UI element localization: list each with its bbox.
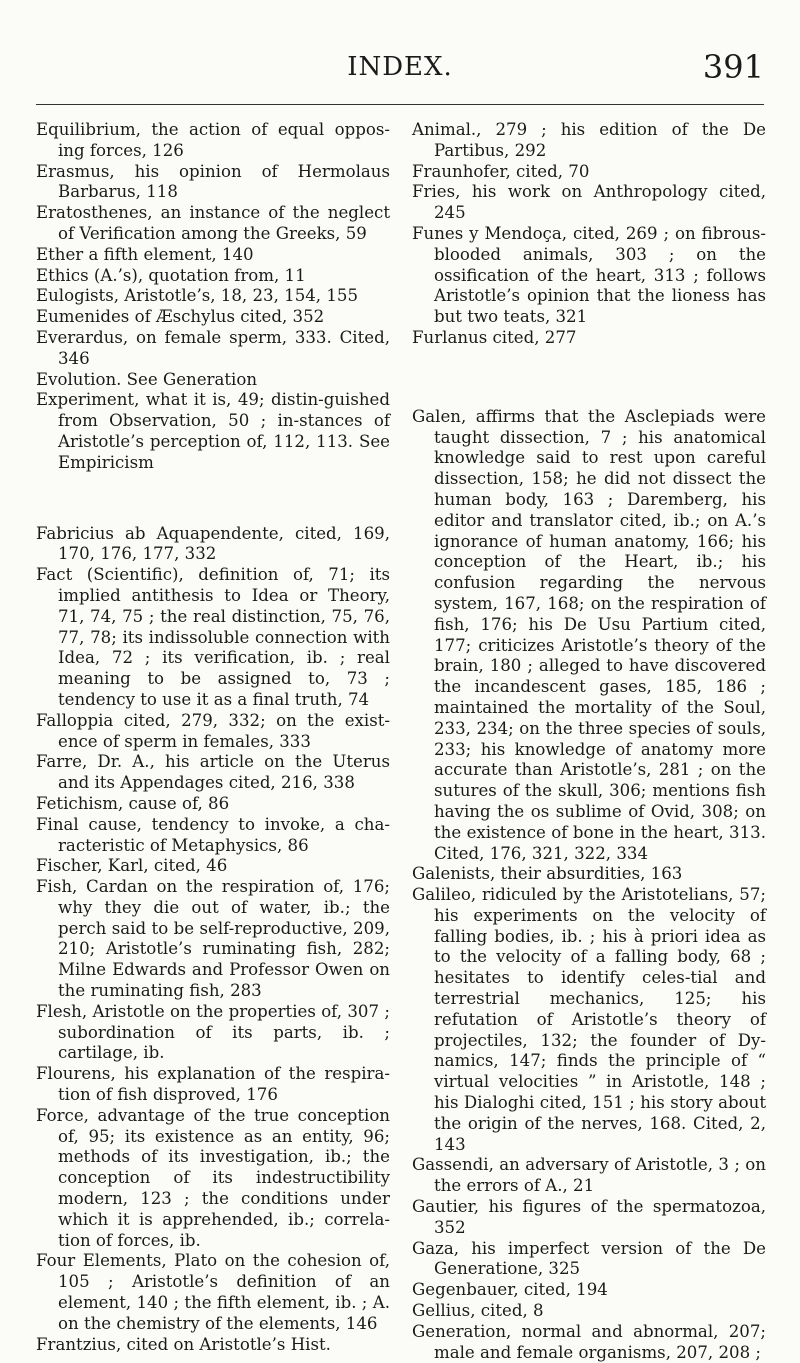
section-gap (412, 349, 766, 407)
index-entry: Force, advantage of the true conception of, 95; its existence as an entity, 96; methods of its investigation, ib.; the conception of its indestructibility modern, 123 ; the conditions under which it is apprehended, ib.; correla-tion of forces, ib. (36, 1105, 390, 1250)
index-entry: Flourens, his explanation of the respira-tion of fish disproved, 176 (36, 1064, 390, 1105)
index-entry: Equilibrium, the action of equal oppos-ing forces, 126 (36, 120, 390, 160)
index-entry: Final cause, tendency to invoke, a cha-racteristic of Metaphysics, 86 (36, 814, 390, 855)
index-entry: Fact (Scientific), definition of, 71; its implied antithesis to Idea or Theory, 71, 74, 75 ; the real distinction, 75, 76, 77, 78; its indissoluble connection with Idea, 72 ; its verification, ib. ; real meaning to be assigned to, 73 ; tendency to use it as a final truth, 74 (36, 565, 390, 709)
index-entry: Galenists, their absurdities, 163 (412, 864, 683, 884)
index-entry: Fries, his work on Anthropology cited, 245 (412, 182, 766, 223)
index-entry: Eumenides of Æschylus cited, 352 (36, 307, 325, 327)
index-entry: Gautier, his figures of the spermatozoa, 352 (412, 1197, 766, 1237)
index-entry: Fabricius ab Aquapendente, cited, 169, 170, 176, 177, 332 (36, 523, 390, 564)
section-gap (36, 474, 390, 524)
index-entry: Fetichism, cause of, 86 (36, 793, 230, 813)
index-entry: Erasmus, his opinion of Hermolaus Barbarus, 118 (36, 161, 390, 202)
index-entry: Evolution. See Generation (36, 369, 258, 389)
index-entry: Generation, normal and abnormal, 207; male and female organisms, 207, 208 ; (412, 1321, 766, 1362)
index-entry: Four Elements, Plato on the cohesion of, 105 ; Aristotle’s definition of an element, 140 ; the fifth element, ib. ; A. on the chemistry of the elements, 146 (36, 1251, 390, 1333)
index-entry: Ether a fifth element, 140 (36, 244, 254, 264)
page-header (36, 46, 764, 105)
index-entry: Everardus, on female sperm, 333. Cited, 346 (36, 327, 390, 368)
index-entry: Experiment, what it is, 49; distin-guished from Observation, 50 ; in-stances of Aristotle’s perception of, 112, 113. See Empiricism (36, 390, 390, 472)
index-entry: Gellius, cited, 8 (412, 1301, 544, 1321)
index-entry: Flesh, Aristotle on the properties of, 307 ; subordination of its parts, ib. ; cartilage, ib. (36, 1001, 390, 1063)
index-entry: Fischer, Karl, cited, 46 (36, 856, 228, 876)
page-number: 391 (702, 48, 764, 86)
index-entry: Furlanus cited, 277 (412, 327, 577, 347)
index-entry: Fish, Cardan on the respiration of, 176; why they die out of water, ib.; the perch said to be self-reproductive, 209, 210; Aristotle’s ruminating fish, 282; Milne Edwards and Professor Owen on the ruminating fish, 283 (36, 877, 390, 1001)
index-entry: Gegenbauer, cited, 194 (412, 1280, 608, 1300)
index-entry: Galen, affirms that the Asclepiads were taught dissection, 7 ; his anatomical knowledge said to rest upon careful dissection, 158; he did not dissect the human body, 163 ; Daremberg, his editor and translator cited, ib.; on A.’s ignorance of human anatomy, 166; his conception of the Heart, ib.; his confusion regarding the nervous system, 167, 168; on the respiration of fish, 176; his De Usu Partium cited, 177; criticizes Aristotle’s theory of the brain, 180 ; alleged to have discovered the incandescent gases, 185, 186 ; maintained the mortality of the Soul, 233, 234; on the three species of souls, 233; his knowledge of anatomy more accurate than Aristotle’s, 281 ; on the sutures of the skull, 306; mentions fish having the os sublime of Ovid, 308; on the existence of bone in the heart, 313. Cited, 176, 321, 322, 334 (412, 406, 766, 863)
index-entry: Farre, Dr. A., his article on the Uterus and its Appendages cited, 216, 338 (36, 752, 390, 793)
index-columns (36, 120, 766, 1362)
index-entry: Gaza, his imperfect version of the De Generatione, 325 (412, 1238, 766, 1279)
running-title: INDEX. (347, 52, 453, 82)
index-entry: Galileo, ridiculed by the Aristotelians, 57; his experiments on the velocity of falling bodies, ib. ; his à priori idea as to the velocity of a falling body, 68 ; hesitates to identify celes-tial and terrestrial mechanics, 125; his refutation of Aristotle’s theory of projectiles, 132; the founder of Dy-namics, 147; finds the principle of “ virtual velocities ” in Aristotle, 148 ; his Dialoghi cited, 151 ; his story about the origin of the nerves, 168. Cited, 2, 143 (412, 885, 766, 1154)
index-entry: Animal., 279 ; his edition of the De Partibus, 292 (412, 120, 766, 160)
index-entry: Ethics (A.’s), quotation from, 11 (36, 265, 306, 285)
index-entry: Falloppia cited, 279, 332; on the exist-ence of sperm in females, 333 (36, 710, 390, 751)
index-entry: Gassendi, an adversary of Aristotle, 3 ; on the errors of A., 21 (412, 1155, 766, 1196)
index-entry: Fraunhofer, cited, 70 (412, 161, 590, 181)
index-entry: Frantzius, cited on Aristotle’s Hist. (36, 1334, 331, 1354)
index-entry: Eulogists, Aristotle’s, 18, 23, 154, 155 (36, 286, 359, 306)
index-entry: Funes y Mendoça, cited, 269 ; on fibrous-blooded animals, 303 ; on the ossification of the heart, 313 ; follows Aristotle’s opinion that the lioness has but two teats, 321 (412, 223, 766, 327)
right-column (412, 120, 766, 1363)
left-column (36, 120, 390, 1355)
index-entry: Eratosthenes, an instance of the neglect of Verification among the Greeks, 59 (36, 203, 390, 243)
